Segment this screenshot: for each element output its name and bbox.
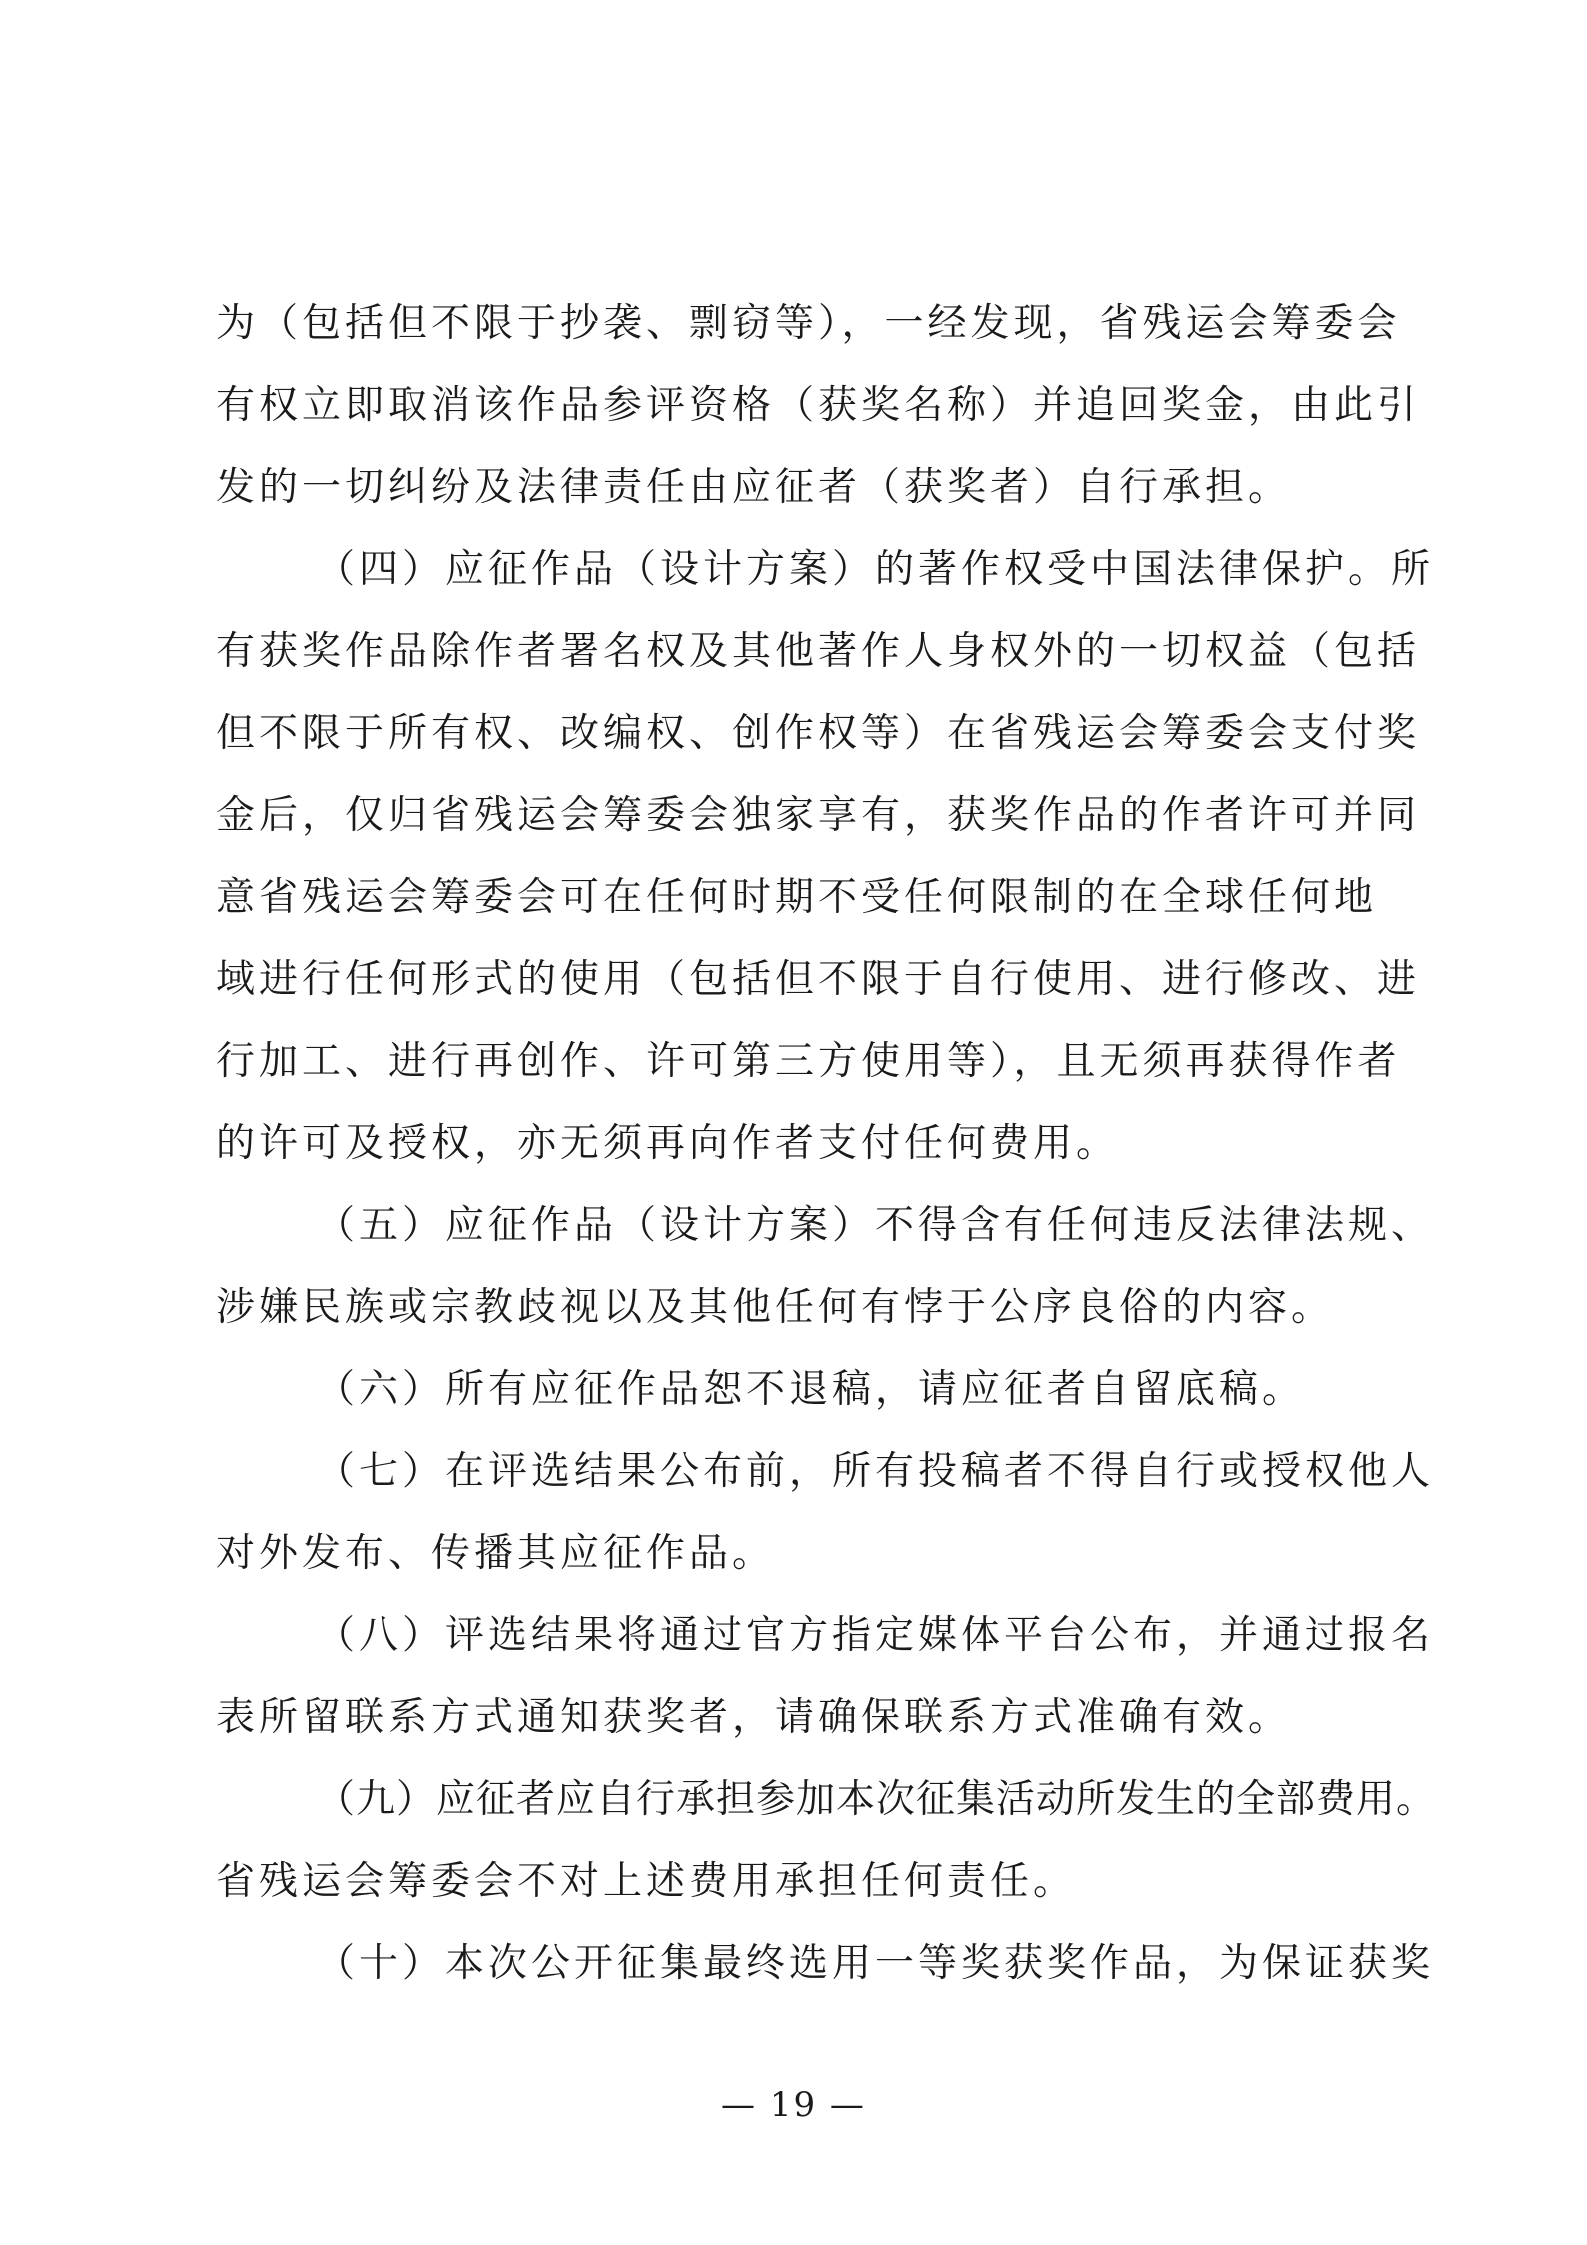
text-line: 省残运会筹委会不对上述费用承担任何责任。	[216, 1859, 1077, 1904]
text-line: 为（包括但不限于抄袭、剽窃等），一经发现，省残运会筹委会	[216, 301, 1401, 346]
text-line: 金后，仅归省残运会筹委会独家享有，获奖作品的作者许可并同	[216, 793, 1421, 838]
text-line: 发的一切纠纷及法律责任由应征者（获奖者）自行承担。	[216, 465, 1292, 510]
paragraph-start-line: （八）评选结果将通过官方指定媒体平台公布，并通过报名	[316, 1613, 1435, 1658]
text-line: 域进行任何形式的使用（包括但不限于自行使用、进行修改、进	[216, 957, 1421, 1002]
text-line: 表所留联系方式通知获奖者，请确保联系方式准确有效。	[216, 1695, 1292, 1740]
paragraph-start-line: （四）应征作品（设计方案）的著作权受中国法律保护。所	[316, 547, 1435, 592]
text-line: 但不限于所有权、改编权、创作权等）在省残运会筹委会支付奖	[216, 711, 1421, 756]
text-line: 意省残运会筹委会可在任何时期不受任何限制的在全球任何地	[216, 875, 1378, 920]
paragraph-start-line: （九）应征者应自行承担参加本次征集活动所发生的全部费用。	[316, 1777, 1437, 1822]
text-line: 有权立即取消该作品参评资格（获奖名称）并追回奖金，由此引	[216, 383, 1421, 428]
paragraph-start-line: （五）应征作品（设计方案）不得含有任何违反法律法规、	[316, 1203, 1435, 1248]
text-line: 的许可及授权，亦无须再向作者支付任何费用。	[216, 1121, 1120, 1166]
text-line: 有获奖作品除作者署名权及其他著作人身权外的一切权益（包括	[216, 629, 1421, 674]
paragraph-start-line: （七）在评选结果公布前，所有投稿者不得自行或授权他人	[316, 1449, 1435, 1494]
paragraph-start-line: （十）本次公开征集最终选用一等奖获奖作品，为保证获奖	[316, 1941, 1435, 1986]
text-line: 行加工、进行再创作、许可第三方使用等），且无须再获得作者	[216, 1039, 1401, 1084]
page-number: — 19 —	[721, 2085, 866, 2125]
paragraph-start-line: （六）所有应征作品恕不退稿，请应征者自留底稿。	[316, 1367, 1306, 1412]
text-line: 对外发布、传播其应征作品。	[216, 1531, 776, 1576]
text-line: 涉嫌民族或宗教歧视以及其他任何有悖于公序良俗的内容。	[216, 1285, 1335, 1330]
